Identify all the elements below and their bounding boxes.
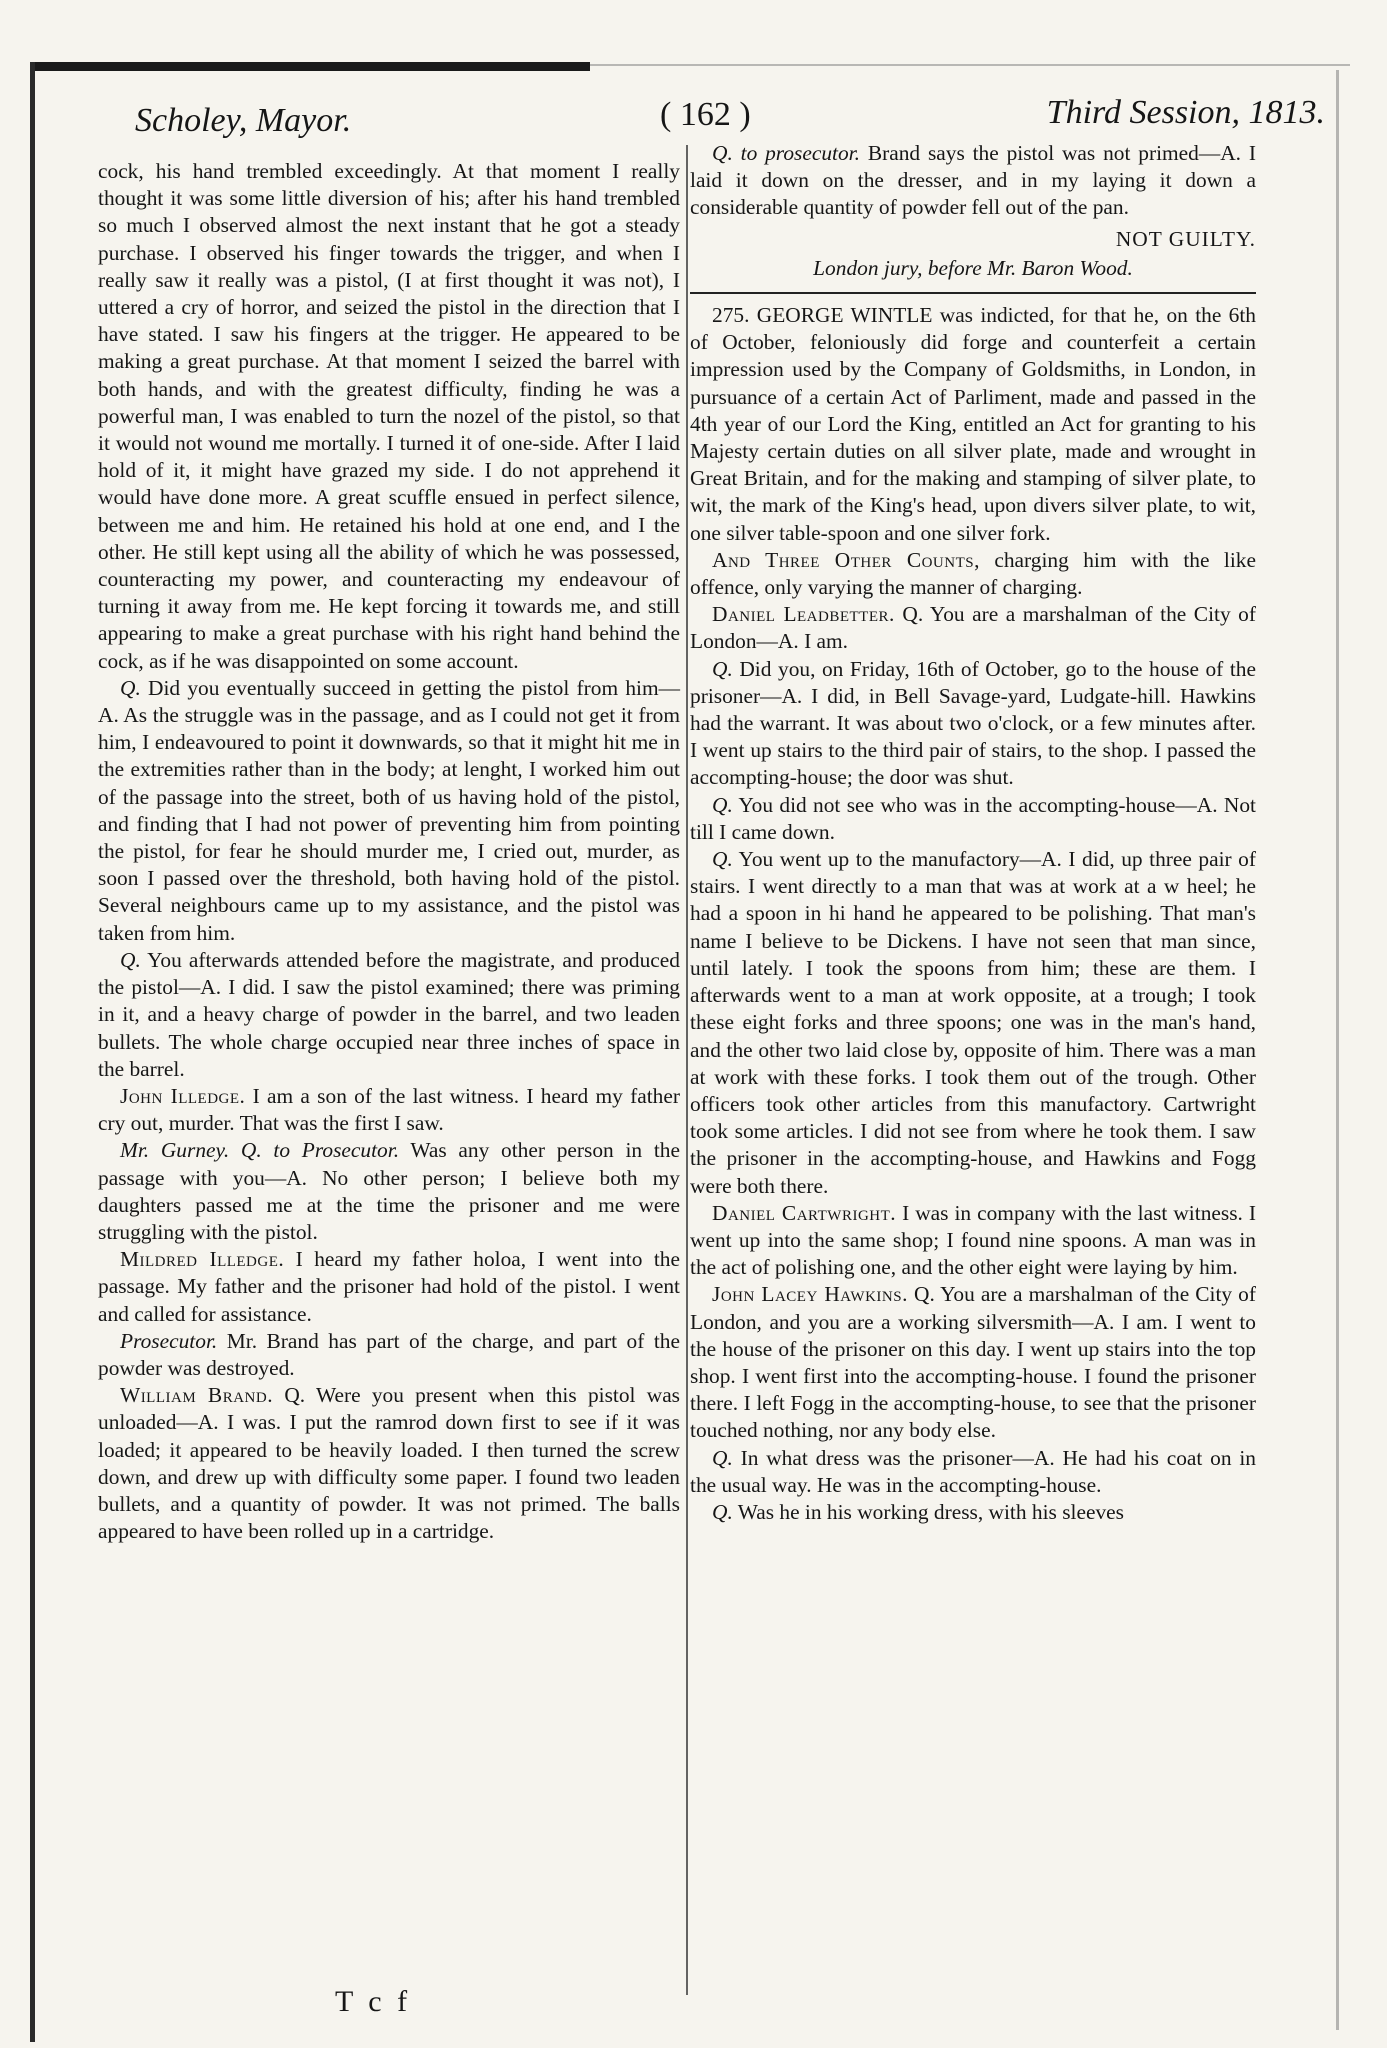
right-paragraph-3 xyxy=(690,547,1256,601)
paragraph-text: I heard my father holoa, I went into the passage. My father and the prisoner had hold of the pistol. I went and called for assistance. xyxy=(98,1247,680,1326)
right-paragraph-8 xyxy=(690,1200,1256,1282)
witness-name: John Illedge. xyxy=(120,1083,246,1108)
top-rule xyxy=(30,62,590,71)
footer-mark: T c f xyxy=(335,1985,412,2018)
speaker-lead: Mr. Gurney. Q. to Prosecutor. xyxy=(120,1138,400,1163)
paragraph-text: You did not see who was in the accompting-house—A. Not till I came down. xyxy=(690,792,1256,844)
left-paragraph-4 xyxy=(98,1083,680,1137)
question-marker: Q. xyxy=(712,847,733,872)
right-paragraph-7 xyxy=(690,846,1256,1200)
left-border xyxy=(30,62,35,2042)
right-paragraph-5 xyxy=(690,656,1256,792)
left-paragraph-8 xyxy=(98,1382,680,1545)
right-paragraph-6 xyxy=(690,792,1256,846)
left-paragraph-1: cock, his hand trembled exceedingly. At that moment I really thought it was some little diversion of his; after his hand trembled so much I observed almost the next instant that he got a steady purchase. I observed his finger towards the trigger, and when I really saw it really was a pistol, (I at first thought it was not), I uttered a cry of horror, and seized the pistol in the direction that I have stated. I saw his fingers at the trigger. He appeared to be making a great purchase. At that moment I seized the barrel with both hands, and with the greatest difficulty, finding he was a powerful man, I was enabled to turn the nozel of the pistol, so that it would not wound me mortally. I turned it of one-side. After I laid hold of it, it might have grazed my side. I do not apprehend it would have done more. A great scuffle ensued in perfect silence, between me and him. He retained his hold at one end, and I the other. He still kept using all the ability of which he was possessed, counteracting my power, and counteracting my endeavour of turning it away from me. He kept forcing it towards me, and still appearing to make a great purchase with his right hand behind the cock, as if he was disappointed on some account. xyxy=(98,159,680,673)
witness-name: Mildred Illedge. xyxy=(120,1247,285,1272)
top-rule-thin xyxy=(590,64,1350,66)
paragraph-text: Q. Were you present when this pistol was unloaded—A. I was. I put the ramrod down first to see if it was loaded; it appeared to be heavily loaded. I then turned the screw down, and drew up with difficulty some paper. I found two leaden bullets, and a quantity of powder. It was not primed. The balls appeared to have been rolled up in a cartridge. xyxy=(98,1383,681,1544)
question-marker: Q. xyxy=(120,675,141,700)
left-paragraph-3 xyxy=(98,947,680,1083)
left-column xyxy=(98,158,680,1545)
paragraph-text: You afterwards attended before the magistrate, and produced the pistol—A. I did. I saw the pistol examined; there was priming in it, and a heavy charge of powder in the barrel, and two leaden bullets. The whole charge occupied near three inches of space in the barrel. xyxy=(98,947,680,1081)
question-marker: Q. xyxy=(712,656,733,681)
right-paragraph-4 xyxy=(690,601,1256,655)
left-paragraph-6 xyxy=(98,1246,680,1328)
question-marker: Q. xyxy=(120,947,141,972)
paragraph-text: Brand says the pistol was not primed—A. I laid it down on the dresser, and in my laying it down a considerable quantity of powder fell out of the pan. xyxy=(690,141,1256,220)
paragraph-text: Mr. Brand has part of the charge, and part of the powder was destroyed. xyxy=(98,1328,680,1380)
paragraph-text: In what dress was the prisoner—A. He had his coat on in the usual way. He was in the accompting-house. xyxy=(690,1445,1256,1497)
left-paragraph-5 xyxy=(98,1137,680,1246)
right-paragraph-2: 275. GEORGE WINTLE was indicted, for that he, on the 6th of October, feloniously did forge and counterfeit a certain impression used by the Company of Goldsmiths, in London, in pursuance of a certain Act of Parliment, made and passed in the 4th year of our Lord the King, entitled an Act for granting to his Majesty certain duties on all silver plate, made and wrought in Great Britain, and for the making and stamping of silver plate, to wit, the mark of the King's head, upon divers silver plate, to wit, one silver table-spoon and one silver fork. xyxy=(690,303,1256,545)
witness-name: Daniel Leadbetter. xyxy=(712,602,895,627)
question-marker: Q. xyxy=(712,792,733,817)
paragraph-text: Was any other person in the passage with you—A. No other person; I believe both my daughters passed me at the time the prisoner and me were struggling with the pistol. xyxy=(98,1138,680,1244)
left-paragraph-7 xyxy=(98,1328,680,1382)
right-paragraph-11 xyxy=(690,1499,1256,1526)
witness-name: Daniel Cartwright. xyxy=(712,1200,897,1225)
paragraph-text: Did you, on Friday, 16th of October, go to the house of the prisoner—A. I did, in Bell Savage-yard, Ludgate-hill. Hawkins had the warrant. It was about two o'clock, or a few minutes after. I went up stairs to the third pair of stairs, to the shop. I passed the accompting-house; the door was shut. xyxy=(690,656,1256,790)
header-mayor: Scholey, Mayor. xyxy=(135,102,352,139)
paragraph-text: I am a son of the last witness. I heard my father cry out, murder. That was the first I saw. xyxy=(98,1083,680,1136)
verdict: NOT GUILTY. xyxy=(1115,226,1256,251)
speaker-lead: Prosecutor. xyxy=(120,1328,218,1353)
right-paragraph-10 xyxy=(690,1445,1256,1499)
counts-lead: And Three Other Counts, xyxy=(712,547,980,572)
paragraph-text: Did you eventually succeed in getting the pistol from him—A. As the struggle was in the passage, and as I could not get it from him, I endeavoured to point it downwards, so that it might hit me in the extremities rather than in the body; at lenght, I worked him out of the passage into the street, both of us having hold of the pistol, and finding that I had not power of preventing him from pointing the pistol, for fear he should murder me, I cried out, murder, as soon I passed over the threshold, both having hold of the pistol. Several neighbours came up to my assistance, and the pistol was taken from him. xyxy=(98,675,680,945)
question-marker: Q. xyxy=(712,1499,733,1524)
jury-line: London jury, before Mr. Baron Wood. xyxy=(813,255,1133,280)
column-divider xyxy=(686,145,688,1995)
paragraph-text: You went up to the manufactory—A. I did, up three pair of stairs. I went directly to a man that was at work at a w heel; he had a spoon in hi hand he appeared to be polishing. That man's name I believe to be Dickens. I have not seen that man since, until lately. I took the spoons from him; these are them. I afterwards went to a man at work opposite, at a trough; I took these eight forks and three spoons; one was in the man's hand, and the other two laid close by, opposite of him. There was a man at work with these forks. I took them out of the trough. Other officers took other articles from this manufactory. Cartwright took some articles. I did not see from where he took them. I saw the prisoner in the accompting-house, and Hawkins and Fogg were both there. xyxy=(690,847,1256,1198)
right-paragraph-1 xyxy=(690,140,1256,222)
paragraph-text: Q. You are a marshalman of the City of London—A. I am. xyxy=(690,602,1256,654)
witness-name: John Lacey Hawkins. xyxy=(712,1282,908,1307)
paragraph-text: Was he in his working dress, with his sleeves xyxy=(732,1499,1124,1524)
header-session: Third Session, 1813. xyxy=(1046,94,1325,131)
page-number: ( 162 ) xyxy=(660,96,751,133)
case-separator xyxy=(690,292,1256,294)
right-column xyxy=(690,140,1256,1526)
left-paragraph-2 xyxy=(98,675,680,947)
question-marker: Q. xyxy=(712,1445,733,1470)
right-paragraph-9 xyxy=(690,1281,1256,1444)
paragraph-text: charging him with the like offence, only varying the manner of charging. xyxy=(690,547,1256,600)
paragraph-text: I was in company with the last witness. I went up into the same shop; I found nine spoons. A man was in the act of polishing one, and the other eight were laying by him. xyxy=(690,1200,1256,1280)
speaker-lead: Q. to prosecutor. xyxy=(712,141,860,165)
witness-name: William Brand. xyxy=(120,1383,274,1408)
paragraph-text: Q. You are a marshalman of the City of London, and you are a working silversmith—A. I am. I went to the house of the prisoner on this day. I went up stairs into the top shop. I went first into the accompting-house. I found the prisoner there. I left Fogg in the accompting-house, to see that the prisoner touched nothing, nor any body else. xyxy=(690,1282,1256,1443)
right-edge xyxy=(1336,70,1339,2030)
